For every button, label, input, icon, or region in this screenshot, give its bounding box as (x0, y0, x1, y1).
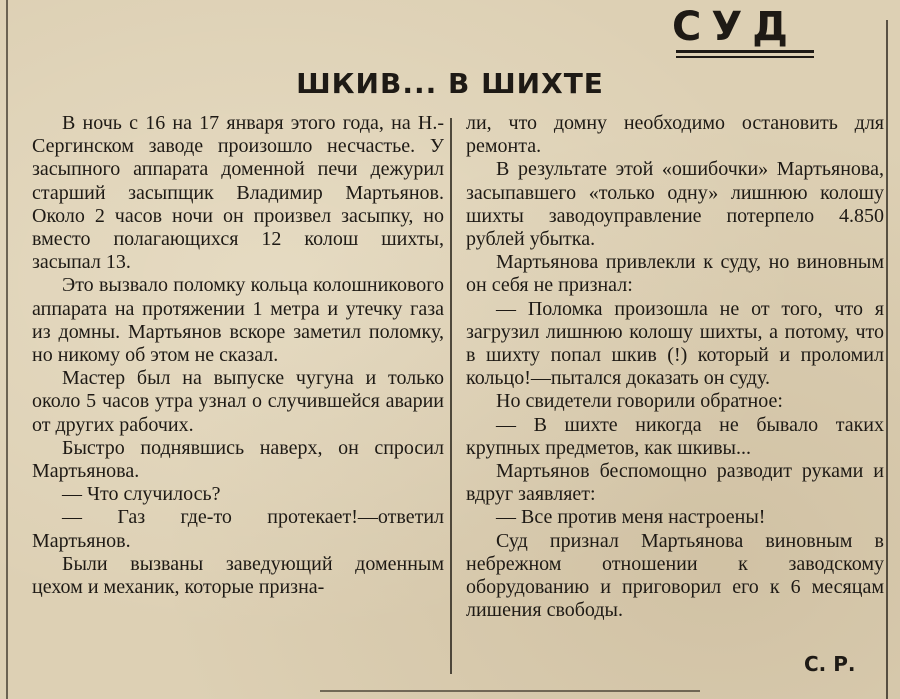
paragraph: ли, что домну необходимо остановить для ремонта. (466, 112, 884, 158)
paragraph: Это вызвало поломку кольца колошникового аппарата на протяжении 1 метра и утечку газа из домны. Мартьянов вскоре заметил поломку, но никому об этом не сказал. (32, 274, 444, 367)
section-underline (676, 50, 814, 53)
paragraph: — Газ где-то протекает!—ответил Мартьянов. (32, 506, 444, 552)
section-title: СУД (672, 4, 798, 50)
paragraph: Суд признал Мартьянова виновным в небрежном отношении к заводскому оборудованию и приговорил его к 6 месяцам лишения свободы. (466, 529, 884, 622)
paragraph: Мартьянов беспомощно разводит руками и вдруг заявляет: (466, 460, 884, 506)
bottom-rule (320, 690, 700, 692)
paragraph: — Все против меня настроены! (496, 506, 766, 529)
paragraph: Но свидетели говорили обратное: (496, 390, 783, 413)
left-border-rule (6, 0, 8, 699)
paragraph: — Поломка произошла не от того, что я загрузил лишнюю колошу шихты, а потому, что в шихту попал шкив (!) который и проломил кольцо!—пытался доказать он суду. (466, 297, 884, 390)
author-signature: С. Р. (804, 652, 856, 676)
paragraph: Мастер был на выпуске чугуна и только около 5 часов утра узнал о случившейся аварии от других рабочих. (32, 367, 444, 436)
paragraph: — В шихте никогда не бывало таких крупных предметов, как шкивы... (466, 413, 884, 459)
paragraph: — Что случилось? (62, 483, 221, 506)
column-divider (450, 118, 452, 674)
right-border-rule (886, 20, 888, 699)
article-column-right (466, 112, 884, 622)
section-underline-thin (676, 56, 814, 58)
paragraph: Были вызваны заведующий доменным цехом и механик, которые призна- (32, 552, 444, 599)
paragraph: В результате этой «ошибочки» Мартьянова, засыпавшего «только одну» лишнюю колошу шихты заводоуправление потерпело 4.850 рублей убытка. (466, 158, 884, 251)
paragraph: Мартьянова привлекли к суду, но виновным он себя не признал: (466, 251, 884, 297)
article-column-left (32, 112, 444, 599)
paragraph: В ночь с 16 на 17 января этого года, на Н.-Сергинском заводе произошло несчастье. У засыпного аппарата доменной печи дежурил старший засыпщик Владимир Мартьянов. Около 2 часов ночи он произвел засыпку, но вместо полагающихся 12 колош шихты, засыпал 13. (32, 112, 444, 274)
paragraph: Быстро поднявшись наверх, он спросил Мартьянова. (32, 436, 444, 483)
article-headline: ШКИВ... В ШИХТЕ (296, 67, 604, 100)
